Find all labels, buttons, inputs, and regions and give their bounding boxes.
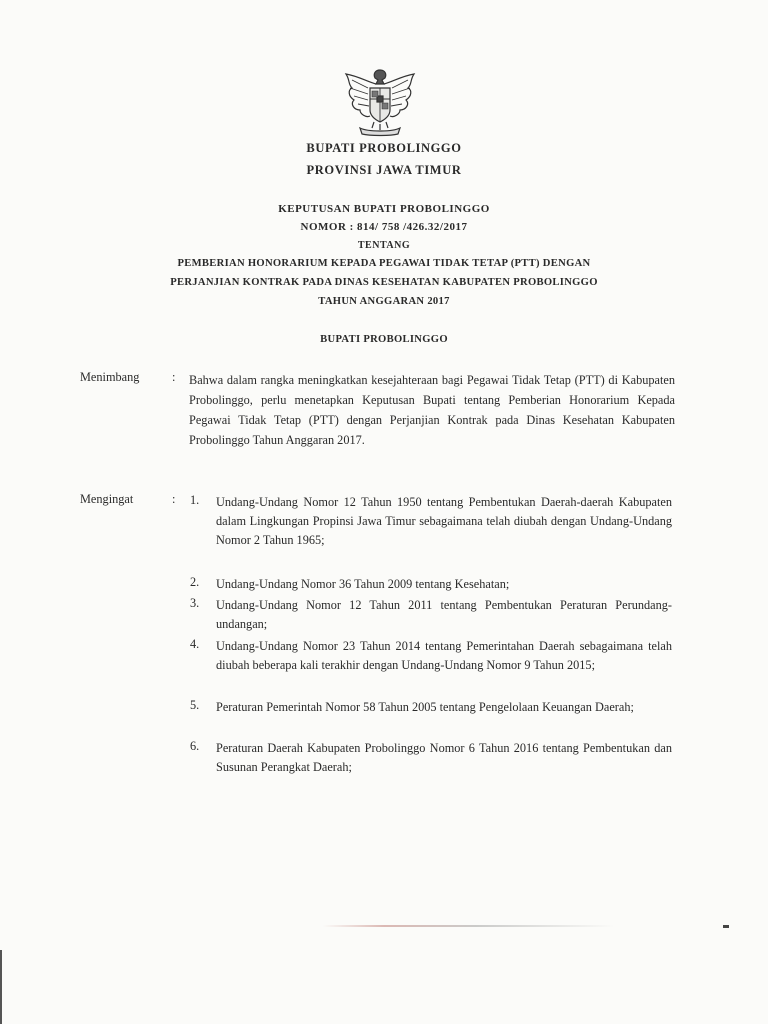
province-title: PROVINSI JAWA TIMUR	[306, 163, 462, 177]
decree-about: TENTANG	[357, 240, 411, 251]
list-item-text: Undang-Undang Nomor 36 Tahun 2009 tentang Kesehatan;	[216, 577, 510, 591]
subject-line-3: TAHUN ANGGARAN 2017	[318, 296, 450, 307]
subject-line-1: PEMBERIAN HONORARIUM KEPADA PEGAWAI TIDAK TETAP (PTT) DENGAN	[177, 258, 591, 269]
list-item-number: 5.	[190, 698, 200, 712]
list-item-text: Undang-Undang Nomor 12 Tahun 2011 tentang Pembentukan Peraturan Perundang-undangan;	[216, 598, 672, 631]
list-item-number: 3.	[190, 596, 200, 610]
list-item-text: Undang-Undang Nomor 23 Tahun 2014 tentang Pemerintahan Daerah sebagaimana telah diubah beberapa kali terakhir dengan Undang-Undang Nomor 9 Tahun 2015;	[216, 639, 672, 672]
regent-title: BUPATI PROBOLINGGO	[306, 141, 462, 155]
list-item-number: 1.	[190, 493, 200, 507]
list-item-number: 6.	[190, 739, 200, 753]
subject-line-2: PERJANJIAN KONTRAK PADA DINAS KESEHATAN KABUPATEN PROBOLINGGO	[170, 277, 598, 288]
decree-number: NOMOR : 814/ 758 /426.32/2017	[300, 221, 468, 233]
decree-name: KEPUTUSAN BUPATI PROBOLINGGO	[278, 203, 490, 215]
list-item-number: 2.	[190, 575, 200, 589]
issuer-title: BUPATI PROBOLINGGO	[320, 334, 448, 345]
list-item-text: Peraturan Pemerintah Nomor 58 Tahun 2005 tentang Pengelolaan Keuangan Daerah;	[216, 700, 634, 714]
scan-artifact-line	[0, 925, 768, 927]
menimbang-colon: :	[172, 370, 176, 384]
scan-artifact-edge	[0, 950, 2, 1024]
list-item-text: Peraturan Daerah Kabupaten Probolinggo Nomor 6 Tahun 2016 tentang Pembentukan dan Susunan Perangkat Daerah;	[216, 741, 672, 774]
menimbang-label: Menimbang	[80, 370, 140, 384]
scan-artifact-dot	[723, 925, 729, 928]
list-item-number: 4.	[190, 637, 200, 651]
list-item-text: Undang-Undang Nomor 12 Tahun 1950 tentang Pembentukan Daerah-daerah Kabupaten dalam Lingkungan Propinsi Jawa Timur sebagaimana telah diubah dengan Undang-Undang Nomor 2 Tahun 1965;	[216, 495, 672, 547]
mengingat-colon: :	[172, 492, 176, 506]
mengingat-label: Mengingat	[80, 492, 134, 506]
menimbang-text: Bahwa dalam rangka meningkatkan kesejahteraan bagi Pegawai Tidak Tetap (PTT) di Kabupaten Probolinggo, perlu menetapkan Keputusan Bupati tentang Pemberian Honorarium Kepada Pegawai Tidak Tetap (PTT) dengan Perjanjian Kontrak pada Dinas Kesehatan Kabupaten Probolinggo Tahun Anggaran 2017.	[189, 373, 675, 447]
garuda-emblem-icon	[338, 66, 422, 138]
